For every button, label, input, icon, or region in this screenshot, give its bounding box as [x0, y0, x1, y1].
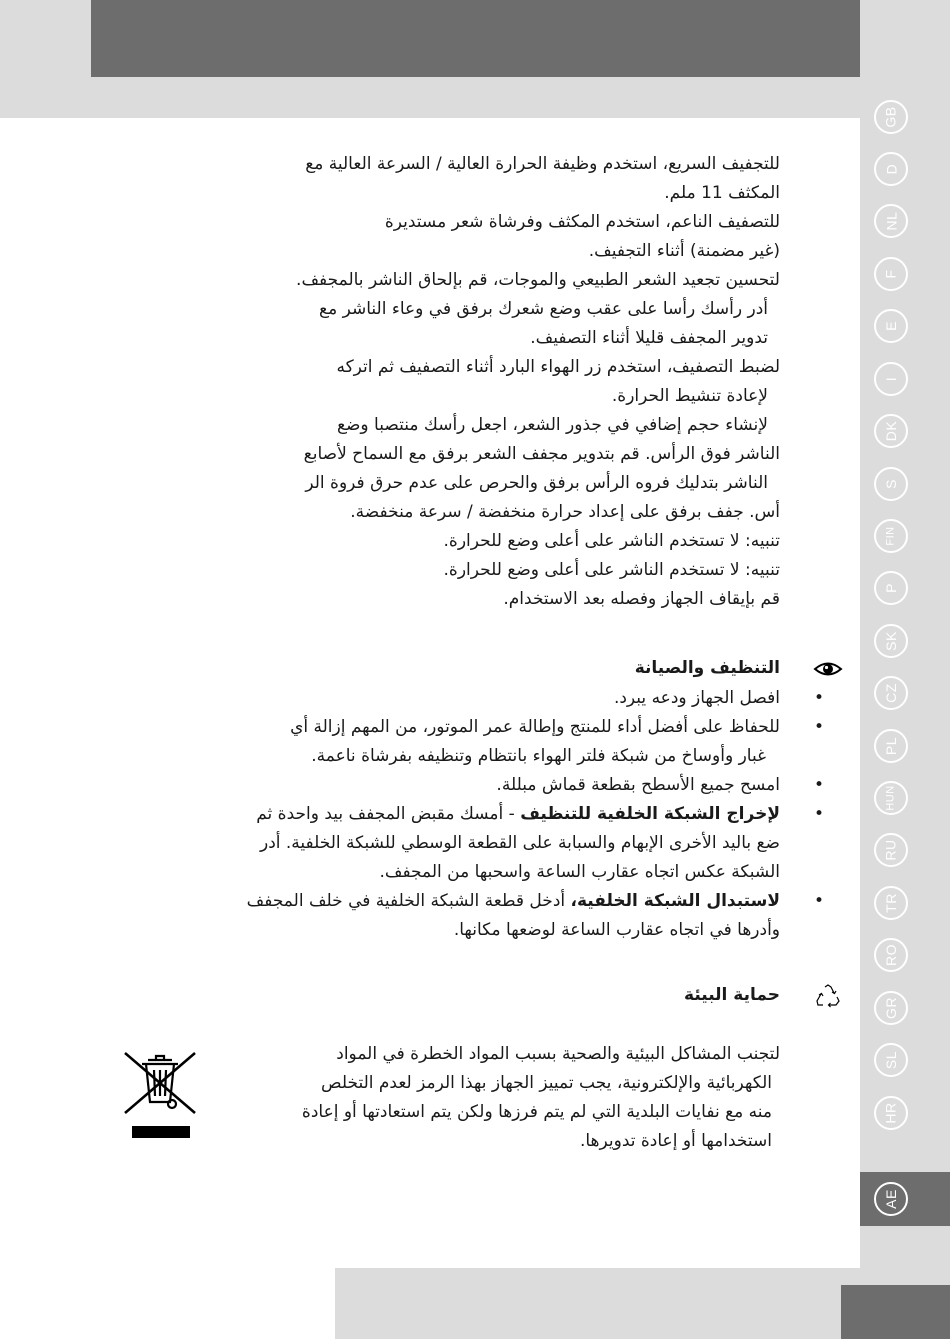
usage-line: الناشر فوق الرأس. قم بتدوير مجفف الشعر برفق مع السماح لأصابع [303, 444, 780, 464]
language-code: FIN [884, 526, 897, 546]
usage-line: تنبيه: لا تستخدم الناشر على أعلى وضع للحرارة. [443, 560, 780, 580]
language-tab-sl[interactable] [874, 1043, 908, 1077]
bullet-icon: • [813, 804, 824, 824]
language-tab-hun[interactable] [874, 781, 908, 815]
usage-line: لإنشاء حجم إضافي في جذور الشعر، اجعل رأسك منتصبا وضع [336, 415, 768, 435]
list-item-text: الشبكة عكس اتجاه عقارب الساعة واسحبها من المجفف. [379, 862, 780, 882]
language-code: NL [883, 211, 899, 231]
usage-line: تدوير المجفف قليلا أثناء التصفيف. [530, 328, 768, 348]
language-code: TR [882, 893, 899, 913]
usage-line: لتحسين تجعيد الشعر الطبيعي والموجات، قم بإلحاق الناشر بالمجفف. [296, 270, 780, 290]
environment-line: لتجنب المشاكل البيئية والصحية بسبب المواد الخطرة في المواد [336, 1044, 780, 1064]
language-code: SL [883, 1050, 899, 1070]
language-code: S [883, 479, 899, 489]
cleaning-title: التنظيف والصيانة [634, 658, 780, 678]
language-tab-ro[interactable] [874, 938, 908, 972]
recycle-icon [815, 983, 841, 1013]
list-item-text: وأدرها في اتجاه عقارب الساعة لوضعها مكانها. [453, 920, 780, 940]
list-item-text: أدخل قطعة الشبكة الخلفية في خلف المجفف [246, 891, 571, 911]
bullet-icon: • [813, 717, 824, 737]
list-item [180, 771, 824, 800]
language-tab-fin[interactable] [874, 519, 908, 553]
list-item-text: ضع باليد الأخرى الإبهام والسبابة على القطعة الوسطي للشبكة الخلفية. أدر [259, 833, 780, 853]
list-item [180, 800, 824, 887]
cleaning-list [180, 684, 824, 945]
environment-line: منه مع نفايات البلدية التي لم يتم فرزها ولكن يتم استعادتها أو إعادة [301, 1102, 772, 1122]
usage-line: للتجفيف السريع، استخدم وظيفة الحرارة العالية / السرعة العالية مع [305, 154, 780, 174]
language-tab-ae[interactable] [874, 1182, 908, 1216]
list-item-text: امسح جميع الأسطح بقطعة قماش مبللة. [496, 775, 780, 795]
list-item [180, 713, 824, 771]
language-tab-i[interactable] [874, 362, 908, 396]
header-bar [91, 0, 860, 77]
usage-line: تنبيه: لا تستخدم الناشر على أعلى وضع للحرارة. [443, 531, 780, 551]
eye-icon [813, 658, 843, 684]
language-code: HR [882, 1102, 899, 1124]
list-item-bold: لاستبدال الشبكة الخلفية، [570, 891, 780, 911]
bullet-icon: • [813, 775, 824, 795]
environment-line: استخدامها أو إعادة تدويرها. [579, 1131, 772, 1151]
bullet-icon: • [813, 891, 824, 911]
environment-line: الكهربائية والإلكترونية، يجب تمييز الجهاز بهذا الرمز لعدم التخلص [321, 1073, 772, 1093]
language-code: PL [883, 736, 899, 756]
language-code: RO [883, 944, 899, 966]
usage-line: أس. جفف برفق على إعداد حرارة منخفضة / سرعة منخفضة. [350, 502, 780, 522]
usage-line: أدر رأسك رأسا على عقب وضع شعرك برفق في وعاء الناشر مع [319, 299, 768, 319]
language-code: AE [883, 1189, 899, 1209]
language-code: HUN [885, 785, 897, 811]
language-tab-e[interactable] [874, 309, 908, 343]
language-code: RU [882, 839, 899, 861]
list-item [180, 887, 824, 945]
page-corner-tab [841, 1285, 950, 1339]
language-code: F [883, 269, 899, 279]
language-tab-ru[interactable] [874, 833, 908, 867]
footer-bar [335, 1268, 860, 1339]
language-tab-d[interactable] [874, 152, 908, 186]
list-item-bold: لإخراج الشبكة الخلفية للتنظيف [520, 804, 780, 824]
language-sidebar [860, 0, 950, 1339]
environment-title: حماية البيئة [684, 985, 780, 1005]
list-item-text: للحفاظ على أفضل أداء للمنتج وإطالة عمر الموتور، من المهم إزالة أي [290, 717, 780, 737]
language-tab-dk[interactable] [874, 414, 908, 448]
language-code: E [883, 321, 899, 331]
language-tab-sk[interactable] [874, 624, 908, 658]
usage-line: لضبط التصفيف، استخدم زر الهواء البارد أثناء التصفيف ثم اتركه [336, 357, 780, 377]
language-code: SK [883, 631, 899, 651]
list-item-text: - أمسك مقبض المجفف بيد واحدة ثم [256, 804, 521, 824]
usage-line: (غير مضمنة) أثناء التجفيف. [588, 241, 780, 261]
bullet-icon: • [813, 688, 824, 708]
usage-instructions [180, 150, 780, 614]
language-code: GR [883, 997, 899, 1019]
language-code: D [883, 163, 899, 175]
list-item [180, 684, 824, 713]
language-code: GB [882, 106, 899, 128]
language-tab-gb[interactable] [874, 100, 908, 134]
usage-line: المكثف 11 ملم. [664, 183, 780, 203]
list-item-text: غبار وأوساخ من شبكة فلتر الهواء بانتظام وتنظيفه بفرشاة ناعمة. [311, 746, 766, 766]
language-code: CZ [882, 683, 899, 703]
language-tab-nl[interactable] [874, 204, 908, 238]
language-tab-tr[interactable] [874, 886, 908, 920]
usage-line: الناشر بتدليك فروه الرأس برفق والحرص على عدم حرق فروة الر [305, 473, 768, 493]
language-tab-cz[interactable] [874, 676, 908, 710]
language-tab-gr[interactable] [874, 991, 908, 1025]
usage-line: قم بإيقاف الجهاز وفصله بعد الاستخدام. [503, 589, 780, 609]
language-tab-p[interactable] [874, 571, 908, 605]
usage-line: لإعادة تنشيط الحرارة. [611, 386, 768, 406]
list-item-text: افصل الجهاز ودعه يبرد. [613, 688, 780, 708]
language-tab-hr[interactable] [874, 1096, 908, 1130]
environment-text [225, 1040, 780, 1156]
language-tab-pl[interactable] [874, 729, 908, 763]
usage-line: للتصفيف الناعم، استخدم المكثف وفرشاة شعر مستديرة [384, 212, 780, 232]
language-code: DK [882, 420, 899, 442]
language-tab-s[interactable] [874, 467, 908, 501]
bin-underline-bar [132, 1126, 190, 1138]
language-code: P [883, 583, 899, 593]
language-code: I [882, 376, 899, 382]
language-tab-f[interactable] [874, 257, 908, 291]
crossed-out-wheelie-bin-icon [122, 1050, 198, 1120]
